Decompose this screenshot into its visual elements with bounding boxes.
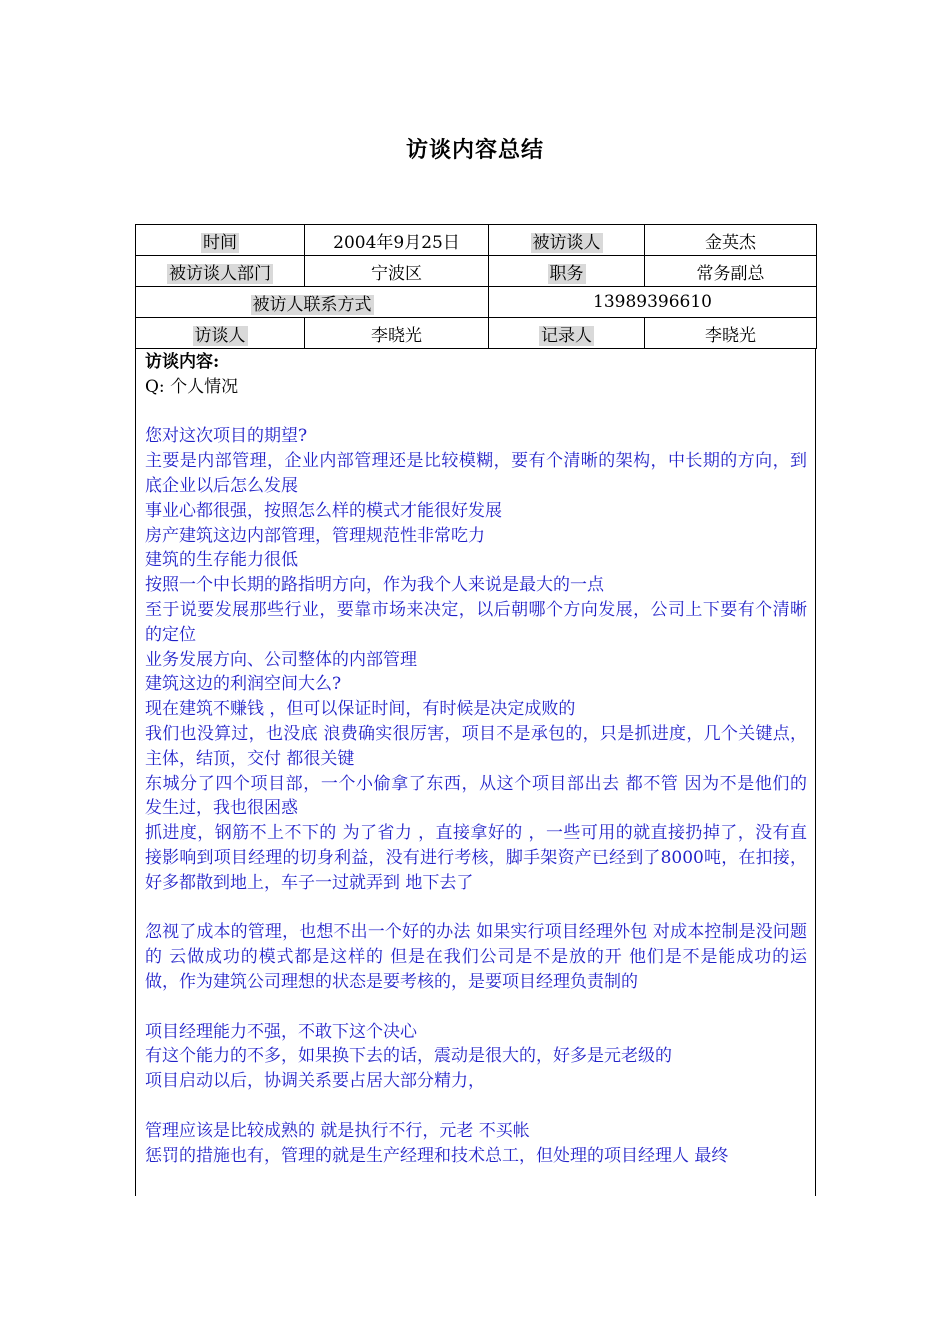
position-value: 常务副总 bbox=[645, 256, 817, 287]
content-line: 主要是内部管理，企业内部管理还是比较模糊，要有个清晰的架构，中长期的方向，到底企业以后怎么发展 bbox=[145, 451, 807, 496]
interviewee-value: 金英杰 bbox=[645, 225, 817, 256]
contact-label: 被访人联系方式 bbox=[252, 294, 372, 315]
contact-value: 13989396610 bbox=[489, 287, 817, 318]
blank-line bbox=[145, 995, 807, 1020]
dept-value: 宁波区 bbox=[305, 256, 489, 287]
recorder-cell bbox=[489, 318, 645, 349]
content-line: 惩罚的措施也有，管理的就是生产经理和技术总工，但处理的项目经理人 最终 bbox=[145, 1145, 729, 1166]
content-line: 房产建筑这边内部管理，管理规范性非常吃力 bbox=[145, 525, 485, 546]
interview-content-box bbox=[135, 348, 816, 1196]
interviewee-label: 被访谈人 bbox=[532, 232, 601, 253]
interviewer-value: 李晓光 bbox=[305, 318, 489, 349]
time-label: 时间 bbox=[203, 232, 237, 253]
page-title: 访谈内容总结 bbox=[405, 137, 544, 163]
content-line: 至于说要发展那些行业，要靠市场来决定，以后朝哪个方向发展，公司上下要有个清晰的定位 bbox=[145, 599, 807, 645]
table-row bbox=[136, 256, 817, 287]
content-line: 项目经理能力不强，不敢下这个决心 bbox=[145, 1021, 417, 1042]
interviewer-label: 访谈人 bbox=[194, 325, 246, 346]
content-line: 现在建筑不赚钱 ，但可以保证时间，有时候是决定成败的 bbox=[145, 699, 576, 720]
content-line: 忽视了成本的管理，也想不出一个好的办法 如果实行项目经理外包 对成本控制是没问题的 云做成功的模式都是这样的 但是在我们公司是不是放的开 他们是不是能成功的运做，作为建筑公司理想的状态是要考核的，是要项目经理负责制的 bbox=[145, 922, 807, 992]
time-value: 2004年9月25日 bbox=[305, 225, 489, 256]
interview-content bbox=[136, 348, 815, 1168]
table-row bbox=[136, 318, 817, 349]
content-line: 管理应该是比较成熟的 就是执行不行，元老 不买帐 bbox=[145, 1120, 530, 1141]
content-line: 业务发展方向、公司整体的内部管理 bbox=[145, 649, 417, 670]
question-line: Q: 个人情况 bbox=[145, 376, 239, 397]
content-heading: 访谈内容: bbox=[145, 352, 220, 372]
time-cell bbox=[136, 225, 305, 256]
interviewer-cell bbox=[136, 318, 305, 349]
content-line: 建筑这边的利润空间大么? bbox=[145, 674, 342, 695]
content-line: 建筑的生存能力很低 bbox=[145, 550, 298, 571]
contact-cell bbox=[136, 287, 489, 318]
content-line: 东城分了四个项目部，一个小偷拿了东西，从这个项目部出去 都不管 因为不是他们的 发生过，我也很困惑 bbox=[145, 773, 807, 819]
content-line: 您对这次项目的期望? bbox=[145, 426, 308, 447]
recorder-value: 李晓光 bbox=[645, 318, 817, 349]
content-line: 有这个能力的不多，如果换下去的话，震动是很大的，好多是元老级的 bbox=[145, 1046, 672, 1067]
content-line: 抓进度，钢筋不上不下的 为了省力 ，直接拿好的 ，一些可用的就直接扔掉了，没有直接影响到项目经理的切身利益，没有进行考核，脚手架资产已经到了8000吨，在扣接，好多都散到地上，车子一过就弄到 地下去了 bbox=[145, 823, 807, 893]
blank-line bbox=[145, 1094, 807, 1119]
content-line: 事业心都很强，按照怎么样的模式才能很好发展 bbox=[145, 500, 502, 521]
table-row bbox=[136, 287, 817, 318]
content-line: 项目启动以后，协调关系要占居大部分精力， bbox=[145, 1071, 485, 1092]
blank-line bbox=[145, 400, 807, 425]
content-line: 按照一个中长期的路指明方向，作为我个人来说是最大的一点 bbox=[145, 575, 604, 596]
recorder-label: 记录人 bbox=[541, 325, 592, 346]
interviewee-cell bbox=[489, 225, 645, 256]
position-label: 职务 bbox=[549, 263, 584, 284]
content-lines bbox=[145, 400, 807, 1169]
table-row bbox=[136, 225, 817, 256]
blank-line bbox=[145, 896, 807, 921]
info-table bbox=[135, 224, 817, 349]
dept-cell bbox=[136, 256, 305, 287]
position-cell bbox=[489, 256, 645, 287]
content-line: 我们也没算过，也没底 浪费确实很厉害，项目不是承包的，只是抓进度，几个关键点，主体，结顶，交付 都很关键 bbox=[145, 723, 807, 769]
dept-label: 被访谈人部门 bbox=[169, 263, 271, 284]
